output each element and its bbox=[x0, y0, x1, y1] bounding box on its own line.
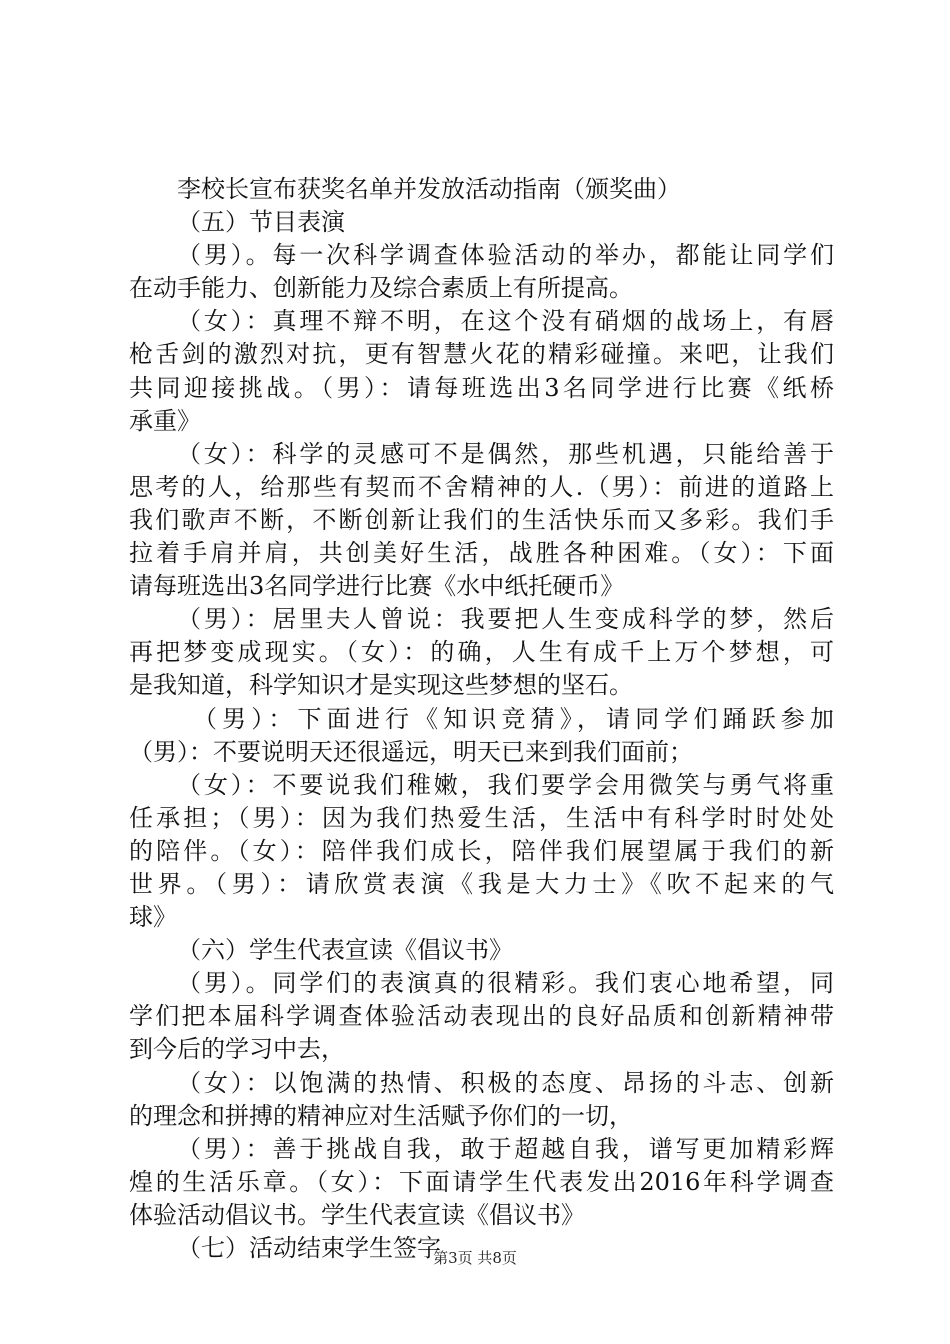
paragraph-line: 拉着手肩并肩，共创美好生活，战胜各种困难。（女）：下面 bbox=[129, 539, 834, 568]
paragraph-line: （男）。每一次科学调查体验活动的举办，都能让同学们 bbox=[177, 241, 834, 270]
paragraph-line: （男）：下面进行《知识竞猜》，请同学们踊跃参加 bbox=[193, 704, 834, 733]
paragraph-line: 是我知道，科学知识才是实现这些梦想的坚石。 bbox=[129, 671, 633, 700]
paragraph-line: （男）。同学们的表演真的很精彩。我们衷心地希望，同 bbox=[177, 969, 834, 998]
section-heading: （五）节目表演 bbox=[177, 208, 345, 237]
paragraph-line: 球》 bbox=[129, 903, 177, 932]
paragraph-line: 我们歌声不断，不断创新让我们的生活快乐而又多彩。我们手 bbox=[129, 505, 834, 534]
paragraph-line: 的理念和拼搏的精神应对生活赋予你们的一切， bbox=[129, 1101, 633, 1130]
paragraph-line: 李校长宣布获奖名单并发放活动指南（颁奖曲） bbox=[177, 175, 681, 203]
paragraph-line: 请每班选出3名同学进行比赛《水中纸托硬币》 bbox=[129, 572, 625, 601]
paragraph-line: 思考的人，给那些有契而不舍精神的人.（男）：前进的道路上 bbox=[129, 472, 834, 501]
paragraph-line: （女）：真理不辩不明，在这个没有硝烟的战场上，有唇 bbox=[177, 307, 834, 336]
document-body bbox=[129, 173, 834, 1265]
paragraph-line: 在动手能力、创新能力及综合素质上有所提高。 bbox=[129, 274, 633, 303]
paragraph-line: 任承担；（男）：因为我们热爱生活，生活中有科学时时处处 bbox=[129, 803, 834, 832]
paragraph-line: 体验活动倡议书。学生代表宣读《倡议书》 bbox=[129, 1200, 585, 1229]
paragraph-line: 学们把本届科学调查体验活动表现出的良好品质和创新精神带 bbox=[129, 1002, 834, 1031]
paragraph-line: （男）：居里夫人曾说：我要把人生变成科学的梦，然后 bbox=[177, 605, 834, 634]
section-heading: （六）学生代表宣读《倡议书》 bbox=[177, 936, 513, 965]
paragraph-line: 煌的生活乐章。（女）：下面请学生代表发出2016年科学调查 bbox=[129, 1167, 834, 1196]
paragraph-line: 到今后的学习中去， bbox=[129, 1035, 345, 1064]
paragraph-line: 共同迎接挑战。（男）：请每班选出3名同学进行比赛《纸桥 bbox=[129, 373, 834, 402]
paragraph-line: 承重》 bbox=[129, 406, 201, 435]
paragraph-line: （女）：不要说我们稚嫩，我们要学会用微笑与勇气将重 bbox=[177, 770, 834, 799]
paragraph-line: （男）：善于挑战自我，敢于超越自我，谱写更加精彩辉 bbox=[177, 1134, 834, 1163]
paragraph-line: （男）：不要说明天还很遥远，明天已来到我们面前； bbox=[129, 737, 693, 766]
paragraph-line: （女）：以饱满的热情、积极的态度、昂扬的斗志、创新 bbox=[177, 1068, 834, 1097]
paragraph-line: 世界。（男）：请欣赏表演《我是大力士》《吹不起来的气 bbox=[129, 869, 834, 898]
paragraph-line: 再把梦变成现实。（女）：的确，人生有成千上万个梦想，可 bbox=[129, 638, 834, 667]
page-number-footer: 第3页 共8页 bbox=[433, 1249, 517, 1267]
paragraph-line: （女）：科学的灵感可不是偶然，那些机遇，只能给善于 bbox=[177, 439, 834, 468]
section-heading: （七）活动结束学生签字 bbox=[177, 1234, 441, 1262]
paragraph-line: 枪舌剑的激烈对抗，更有智慧火花的精彩碰撞。来吧，让我们 bbox=[129, 340, 834, 369]
paragraph-line: 的陪伴。（女）：陪伴我们成长，陪伴我们展望属于我们的新 bbox=[129, 836, 834, 865]
